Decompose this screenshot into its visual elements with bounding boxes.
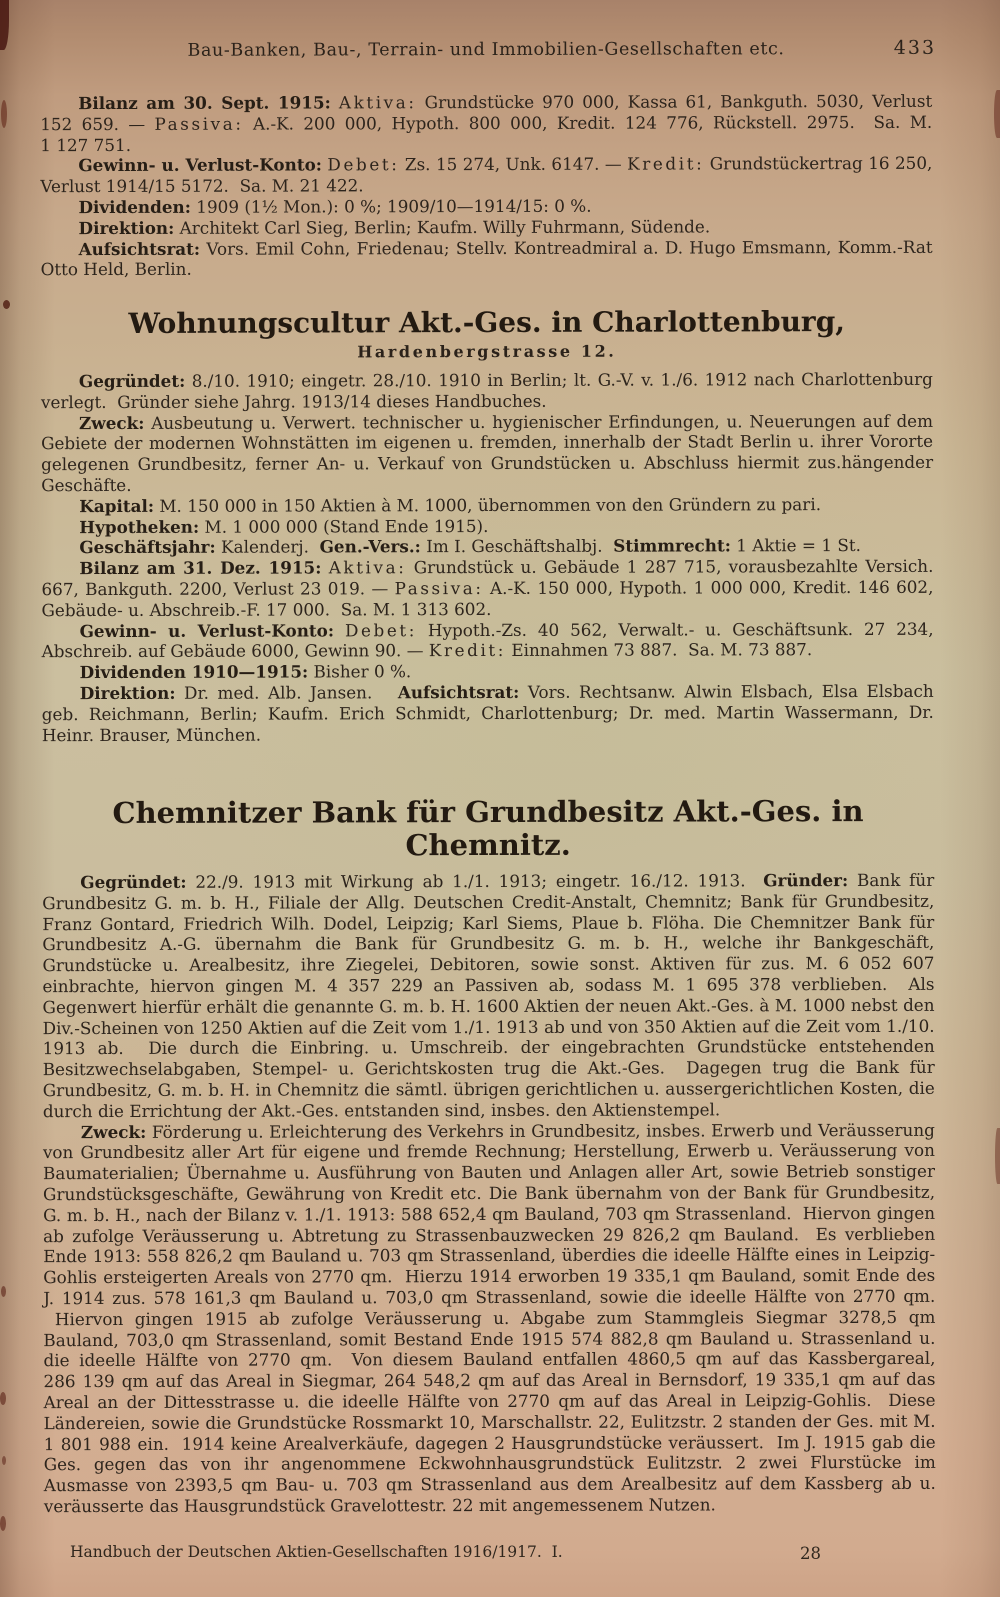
page-number: 433 (893, 36, 937, 59)
company-entry-chemnitzer-bank (42, 795, 936, 1517)
page-edge-stain (1, 1286, 6, 1297)
page-content (40, 0, 936, 1597)
paragraph: Direktion: Dr. med. Alb. Jansen. Aufsichtsrat: Vors. Rechtsanw. Alwin Elsbach, Elsa Elsbach geb. Reichmann, Berlin; Kaufm. Erich Schmidt, Charlottenburg; Dr. med. Martin Wassermann, Dr. Heinr. Brauser, München. (41, 680, 934, 745)
running-header (40, 36, 937, 65)
page-edge-stain (3, 300, 10, 309)
paragraph: Gegründet: 22./9. 1913 mit Wirkung ab 1./1. 1913; eingetr. 16./12. 1913. Gründer: Bank für Grundbesitz G. m. b. H., Filiale der Allg. Deutschen Credit-Anstalt, Chemnitz; Bank für Grundbesitz, Franz Gontard, Friedrich Wilh. Dodel, Leipzig; Karl Siems, Plaue b. Flöha. Die Chemnitzer Bank für Grundbesitz A.-G. übernahm die Bank für Grundbesitz G. m. b. H., welche ihr Bankgeschäft, Grundstücke u. Arealbesitz, ihre Ziegelei, Debitoren, sowie sonst. Aktiven für zus. M. 6 052 607 einbrachte, hiervon gingen M. 4 357 229 an Passiven ab, sodass M. 1 695 378 verblieben. Als Gegenwert hierfür erhält die genannte G. m. b. H. 1600 Aktien der neuen Akt.-Ges. à M. 1000 nebst den Div.-Scheinen von 1250 Aktien auf die Zeit vom 1./1. 1913 ab und von 350 Aktien auf die Zeit vom 1./10. 1913 ab. Die durch die Einbring. u. Umschreib. der eingebrachten Grundstücke entstehenden Besitzwechselabgaben, Stempel- u. Gerichtskosten trug die Akt.-Ges. Dagegen trug die Bank für Grundbesitz, G. m. b. H. in Chemnitz die sämtl. übrigen gerichtlichen u. aussergerichtlichen Kosten, die durch die Errichtung der Akt.-Ges. entstanden sind, insbes. den Aktienstempel. (42, 869, 935, 1121)
paragraph: Gegründet: 8./10. 1910; eingetr. 28./10. 1910 in Berlin; lt. G.-V. v. 1./6. 1912 nach Charlottenburg verlegt. Gründer siehe Jahrg. 1913/14 dieses Handbuches. (40, 368, 933, 412)
page-edge-stain (0, 0, 9, 50)
company-heading: Wohnungscultur Akt.-Ges. in Charlottenburg, (128, 305, 846, 340)
paragraph: Dividenden: 1909 (1½ Mon.): 0 %; 1909/10—1914/15: 0 %. (78, 195, 592, 218)
paragraph: Bilanz am 31. Dez. 1915: Aktiva: Grundstück u. Gebäude 1 287 715, vorausbezahlte Versich. 667, Bankguth. 2200, Verlust 23 019. — Passiva: A.-K. 150 000, Hypoth. 1 000 000, Kredit. 146 602, Gebäude- u. Abschreib.-F. 17 000. Sa. M. 1 313 602. (41, 556, 934, 620)
paragraph: Dividenden 1910—1915: Bisher 0 %. (79, 661, 412, 683)
page-edge-stain (0, 1516, 6, 1531)
page-edge-stain (995, 1128, 1000, 1184)
footer-imprint: Handbuch der Deutschen Aktien-Gesellschaften 1916/1917. I. (70, 1543, 563, 1561)
paragraph: Gewinn- u. Verlust-Konto: Debet: Zs. 15 274, Unk. 6147. — Kredit: Grundstückertrag 16 250, Verlust 1914/15 5172. Sa. M. 21 422. (40, 153, 933, 197)
company-address: Hardenbergstrasse 12. (357, 341, 617, 362)
entry-paragraphs (40, 91, 932, 281)
page-footer (42, 1543, 934, 1569)
company-entry-wohnungscultur (41, 305, 934, 746)
paragraph: Hypotheken: M. 1 000 000 (Stand Ende 1915). (79, 515, 489, 537)
paragraph: Zweck: Ausbeutung u. Verwert. technischer u. hygienischer Erfindungen, u. Neuerungen auf dem Gebiete der modernen Wohnstätten im eigenen u. fremden, innerhalb der Stadt Berlin u. ihrer Vororte gelegenen Grundbesitz, ferner An- u. Verkauf von Grundstücken u. Abschluss hiermit zus.hängender Geschäfte. (41, 410, 934, 496)
page-edge-stain (1, 100, 7, 128)
entry-paragraphs (41, 369, 934, 746)
paragraph: Gewinn- u. Verlust-Konto: Debet: Hypoth.-Zs. 40 562, Verwalt.- u. Geschäftsunk. 27 234, Abschreib. auf Gebäude 6000, Gewinn 90. — Kredit: Einnahmen 73 887. Sa. M. 73 887. (41, 618, 934, 662)
paragraph: Direktion: Architekt Carl Sieg, Berlin; Kaufm. Willy Fuhrmann, Südende. (78, 216, 711, 238)
paragraph: Geschäftsjahr: Kalenderj. Gen.-Vers.: Im I. Geschäftshalbj. Stimmrecht: 1 Aktie = 1 St. (79, 535, 861, 558)
page-edge-stain (0, 1392, 6, 1405)
entry-paragraphs (42, 870, 936, 1517)
page-edge-stain (994, 90, 1000, 138)
paragraph: Zweck: Förderung u. Erleichterung des Verkehrs in Grundbesitz, insbes. Erwerb und Veräusserung von Grundbesitz aller Art für eigene und fremde Rechnung; Herstellung, Erwerb u. Veräusserung von Baumaterialien; Übernahme u. Ausführung von Bauten und Anlagen aller Art, sowie Betrieb sonstiger Grundstücksgeschäfte, Gewährung von Kredit etc. Die Bank übernahm von der Bank für Grundbesitz, G. m. b. H., nach der Bilanz v. 1./1. 1913: 588 652,4 qm Bauland, 703 qm Strassenland. Hiervon gingen ab zufolge Veräusserung u. Abtretung zu Strassenbauzwecken 29 826,2 qm Bauland. Es verblieben Ende 1913: 558 826,2 qm Bauland u. 703 qm Strassenland, überdies die ideelle Hälfte eines in Leipzig-Gohlis ersteigerten Areals von 2770 qm. Hierzu 1914 erworben 19 335,1 qm Bauland, somit Ende des J. 1914 zus. 578 161,3 qm Bauland u. 703,0 qm Strassenland, sowie die ideelle Hälfte von 2770 qm. Hiervon gingen 1915 ab zufolge Veräusserung u. Abgabe zum Stammgleis Siegmar 3278,5 qm Bauland, 703,0 qm Strassenland, somit Bestand Ende 1915 574 882,8 qm Bauland u. Strassenland u. die ideelle Hälfte von 2770 qm. Von diesem Bauland entfallen 4860,5 qm auf das Kassbergareal, 286 139 qm auf das Areal in Siegmar, 264 548,2 qm auf das Areal in Bernsdorf, 19 335,1 qm auf das Areal an der Dittesstrasse u. die ideelle Hälfte von 2770 qm auf das Areal in Leipzig-Gohlis. Diese Ländereien, sowie die Grundstücke Rossmarkt 10, Marschallstr. 22, Eulitzstr. 2 standen der Ges. mit M. 1 801 988 ein. 1914 keine Arealverkäufe, dagegen 2 Hausgrundstücke veräussert. Im J. 1915 gab die Ges. gegen das von ihr angenommene Eckwohnhausgrundstück Eulitzstr. 2 zwei Flurstücke im Ausmasse von 2393,5 qm Bau- u. 703 qm Strassenland aus dem Arealbesitz auf dem Kassberg ab u. veräusserte das Hausgrundstück Gravelottestr. 22 mit angemessenem Nutzen. (42, 1119, 936, 1517)
running-header-title: Bau-Banken, Bau-, Terrain- und Immobilien-Gesellschaften etc. (187, 39, 785, 61)
company-heading: Chemnitzer Bank für Grundbesitz Akt.-Ges. in Chemnitz. (112, 794, 864, 863)
paragraph: Aufsichtsrat: Vors. Emil Cohn, Friedenau; Stellv. Kontreadmiral a. D. Hugo Emsmann, Komm.-Rat Otto Held, Berlin. (40, 236, 933, 280)
company-entry-continuation (40, 91, 932, 281)
sheet-signature: 28 (800, 1544, 821, 1563)
paragraph: Kapital: M. 150 000 in 150 Aktien à M. 1000, übernommen von den Gründern zu pari. (79, 493, 822, 516)
page-edge-stain (2, 1456, 6, 1465)
paragraph: Bilanz am 30. Sept. 1915: Aktiva: Grundstücke 970 000, Kassa 61, Bankguth. 5030, Verlust 152 659. — Passiva: A.-K. 200 000, Hypoth. 800 000, Kredit. 124 776, Rückstell. 2975. Sa. M. 1 127 751. (40, 90, 933, 155)
